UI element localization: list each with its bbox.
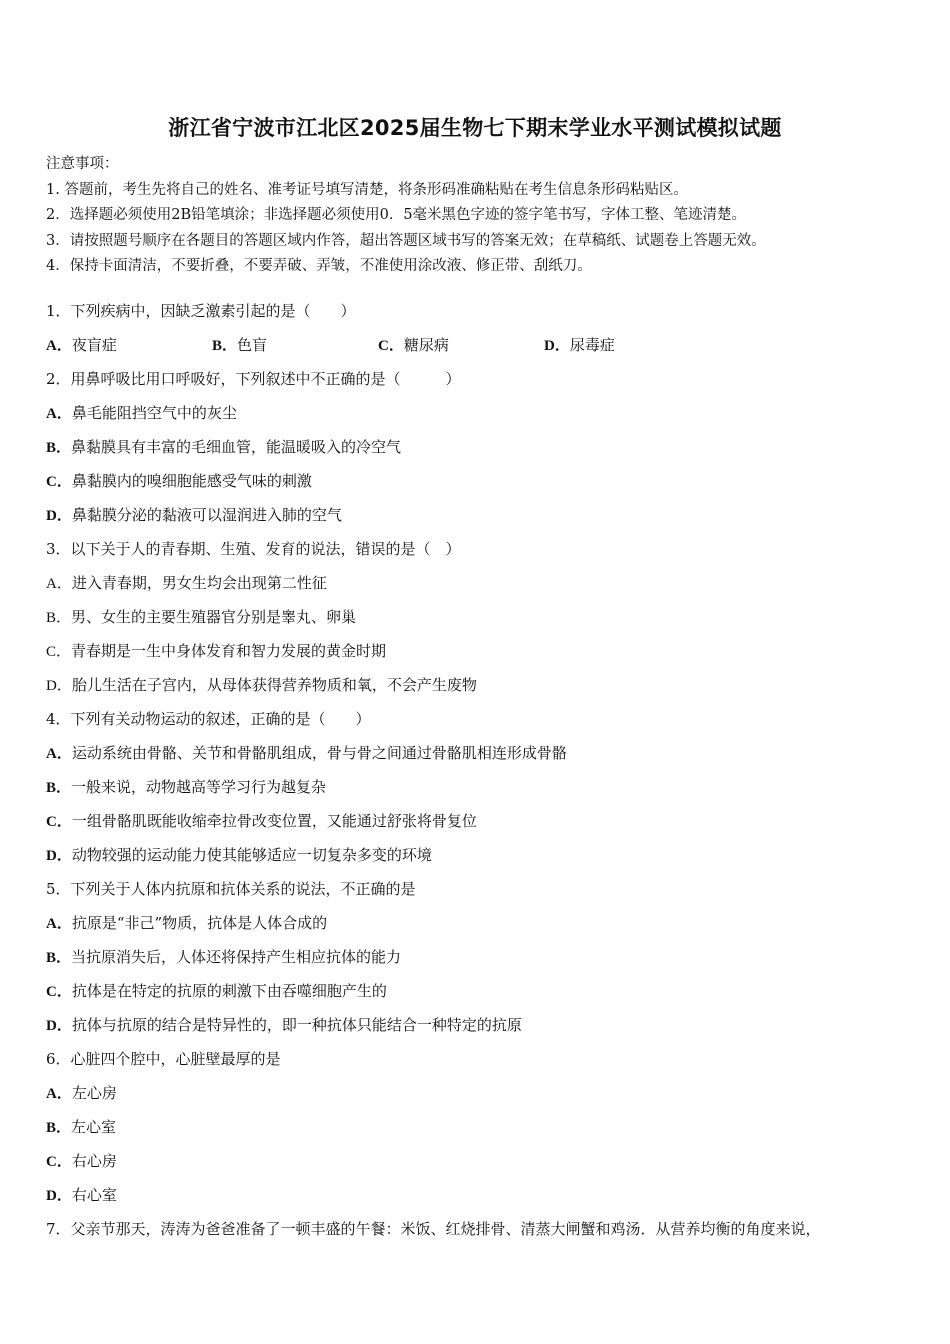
option-text: 右心室 [71,1186,117,1204]
option-label: A． [46,746,72,762]
option-label: D． [544,338,570,354]
option-text: 夜盲症 [71,336,117,354]
option-label: C． [46,644,72,660]
option-c [46,1146,916,1180]
option-label: C． [378,338,404,354]
question-stem: 6．心脏四个腔中，心脏壁最厚的是 [46,1050,281,1068]
option-label: B． [212,338,238,354]
option-row [46,330,916,364]
option-label: B． [46,1120,72,1136]
option-a [46,568,916,602]
option-text: 男、女生的主要生殖器官分别是睾丸、卵巢 [71,608,357,626]
option-text: 鼻毛能阻挡空气中的灰尘 [71,404,237,422]
option-text: 糖尿病 [403,336,449,354]
option-text: 右心房 [71,1152,117,1170]
option-text: 色盲 [237,336,268,354]
option-c [46,806,916,840]
option-label: D． [46,1018,72,1034]
option-label: A． [46,1086,72,1102]
option-a [46,1078,916,1112]
option-label: B． [46,610,72,626]
notice-heading: 注意事项： [46,156,119,172]
option-label: D． [46,1188,72,1204]
option-label: C． [46,1154,72,1170]
option-text: 运动系统由骨骼、关节和骨骼肌组成，骨与骨之间通过骨骼肌相连形成骨骼 [71,744,567,762]
option-b [212,330,378,364]
option-d [46,840,916,874]
option-text: 抗体与抗原的结合是特异性的，即一种抗体只能结合一种特定的抗原 [71,1016,522,1034]
question-stem: 2．用鼻呼吸比用口呼吸好，下列叙述中不正确的是（ ） [46,370,461,388]
option-text: 尿毒症 [569,336,615,354]
question-stem: 4．下列有关动物运动的叙述，正确的是（ ） [46,710,371,728]
option-label: B． [46,780,72,796]
option-a [46,908,916,942]
option-text: 一般来说，动物越高等学习行为越复杂 [71,778,327,796]
notice-item: 2．选择题必须使用2B铅笔填涂；非选择题必须使用0．5毫米黑色字迹的签字笔书写，字体工整、笔迹清楚。 [46,207,747,223]
option-label: B． [46,950,72,966]
option-text: 鼻黏膜具有丰富的毛细血管，能温暖吸入的冷空气 [71,438,402,456]
option-b [46,602,916,636]
option-label: C． [46,984,72,1000]
option-text: 左心室 [71,1118,117,1136]
notice-section [46,152,916,280]
option-text: 左心房 [71,1084,117,1102]
option-label: A． [46,916,72,932]
option-d [46,1180,916,1214]
option-d [544,330,710,364]
option-text: 青春期是一生中身体发育和智力发展的黄金时期 [71,642,387,660]
question-stem: 1．下列疾病中，因缺乏激素引起的是（ ） [46,302,356,320]
option-label: D． [46,848,72,864]
option-a [46,398,916,432]
option-c [46,466,916,500]
option-text: 当抗原消失后，人体还将保持产生相应抗体的能力 [71,948,402,966]
option-d [46,1010,916,1044]
option-label: D． [46,678,72,694]
option-label: A． [46,576,72,592]
option-label: A． [46,338,72,354]
option-d [46,500,916,534]
option-b [46,432,916,466]
notice-item: 1. 答题前，考生先将自己的姓名、准考证号填写清楚，将条形码准确粘贴在考生信息条形码粘贴区。 [46,181,688,198]
option-c [378,330,544,364]
option-a [46,738,916,772]
option-d [46,670,916,704]
notice-item: 3．请按照题号顺序在各题目的答题区域内作答，超出答题区域书写的答案无效；在草稿纸、试题卷上答题无效。 [46,232,766,249]
option-b [46,772,916,806]
question-stem: 7．父亲节那天，涛涛为爸爸准备了一顿丰盛的午餐：米饭、红烧排骨、清蒸大闸蟹和鸡汤．从营养均衡的角度来说， [46,1220,821,1238]
page-title: 浙江省宁波市江北区2025届生物七下期末学业水平测试模拟试题 [168,116,782,140]
option-b [46,1112,916,1146]
option-text: 抗体是在特定的抗原的刺激下由吞噬细胞产生的 [71,982,387,1000]
option-label: B． [46,440,72,456]
option-text: 胎儿生活在子宫内，从母体获得营养物质和氧，不会产生废物 [71,676,477,694]
option-c [46,636,916,670]
option-b [46,942,916,976]
option-label: A． [46,406,72,422]
question-stem: 3．以下关于人的青春期、生殖、发育的说法，错误的是（ ） [46,540,461,558]
option-label: D． [46,508,72,524]
notice-item: 4．保持卡面清洁，不要折叠，不要弄破、弄皱，不准使用涂改液、修正带、刮纸刀。 [46,258,592,274]
option-text: 一组骨骼肌既能收缩牵拉骨改变位置，又能通过舒张将骨复位 [71,812,477,830]
option-label: C． [46,474,72,490]
option-text: 鼻黏膜内的嗅细胞能感受气味的刺激 [71,472,312,490]
option-text: 动物较强的运动能力使其能够适应一切复杂多变的环境 [71,846,432,864]
option-text: 进入青春期，男女生均会出现第二性征 [71,574,327,592]
question-stem: 5．下列关于人体内抗原和抗体关系的说法，不正确的是 [46,880,416,898]
option-text: 抗原是“非己”物质，抗体是人体合成的 [71,914,328,932]
question-list [46,296,916,1248]
option-a [46,330,212,364]
option-label: C． [46,814,72,830]
option-c [46,976,916,1010]
option-text: 鼻黏膜分泌的黏液可以湿润进入肺的空气 [71,506,342,524]
